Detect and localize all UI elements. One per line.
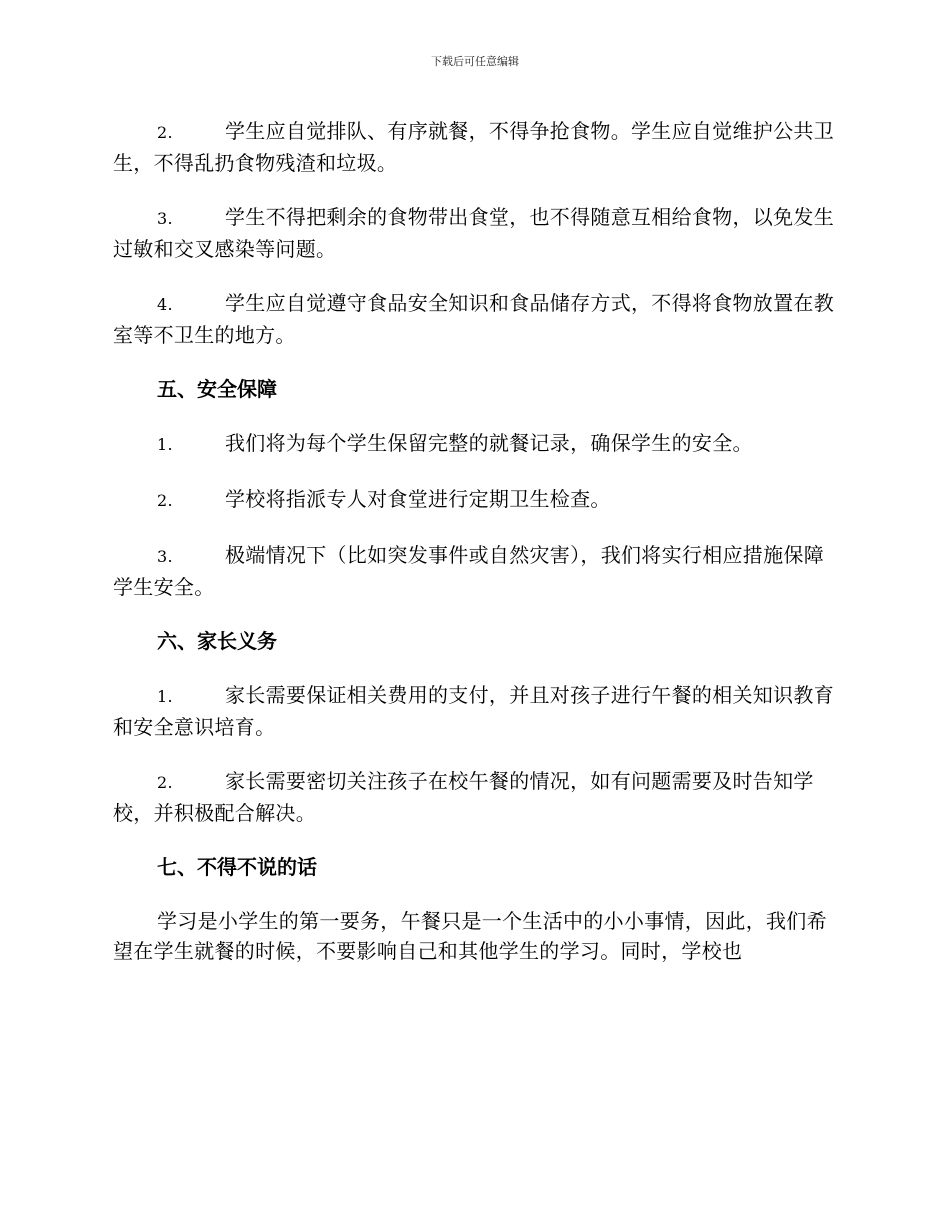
item-number: 2. xyxy=(157,123,173,142)
item-text: 学生应自觉排队、有序就餐，不得争抢食物。学生应自觉维护公共卫生，不得乱扔食物残渣和垃圾。 xyxy=(113,119,834,175)
list-item xyxy=(113,540,835,602)
item-text: 学生不得把剩余的食物带出食堂，也不得随意互相给食物，以免发生过敏和交叉感染等问题。 xyxy=(113,205,834,261)
item-number: 3. xyxy=(157,209,173,228)
body-paragraph: 学习是小学生的第一要务，午餐只是一个生活中的小小事情，因此，我们希望在学生就餐的时候，不要影响自己和其他学生的学习。同时，学校也 xyxy=(113,909,827,963)
section-heading: 七、不得不说的话 xyxy=(157,855,317,879)
page-header: 下载后可任意编辑 xyxy=(431,55,519,68)
item-number: 1. xyxy=(157,435,173,454)
item-number: 4. xyxy=(157,295,173,314)
section-heading: 六、家长义务 xyxy=(157,629,277,653)
list-item xyxy=(113,428,835,460)
list-item xyxy=(113,766,835,828)
list-item xyxy=(113,288,835,350)
item-number: 2. xyxy=(157,491,173,510)
item-number: 3. xyxy=(157,547,173,566)
item-number: 1. xyxy=(157,687,173,706)
item-text: 极端情况下（比如突发事件或自然灾害），我们将实行相应措施保障学生安全。 xyxy=(113,543,824,599)
section-heading: 五、安全保障 xyxy=(157,377,277,401)
item-text: 学生应自觉遵守食品安全知识和食品储存方式，不得将食物放置在教室等不卫生的地方。 xyxy=(113,291,834,347)
item-text: 家长需要保证相关费用的支付，并且对孩子进行午餐的相关知识教育和安全意识培育。 xyxy=(113,683,834,739)
item-number: 2. xyxy=(157,773,173,792)
list-item xyxy=(113,484,835,516)
list-item xyxy=(113,680,835,742)
list-item xyxy=(113,202,835,264)
document-body xyxy=(113,116,835,990)
list-item xyxy=(113,116,835,178)
item-text: 学校将指派专人对食堂进行定期卫生检查。 xyxy=(225,487,611,511)
item-text: 我们将为每个学生保留完整的就餐记录，确保学生的安全。 xyxy=(225,431,753,455)
item-text: 家长需要密切关注孩子在校午餐的情况，如有问题需要及时告知学校，并积极配合解决。 xyxy=(113,769,814,825)
